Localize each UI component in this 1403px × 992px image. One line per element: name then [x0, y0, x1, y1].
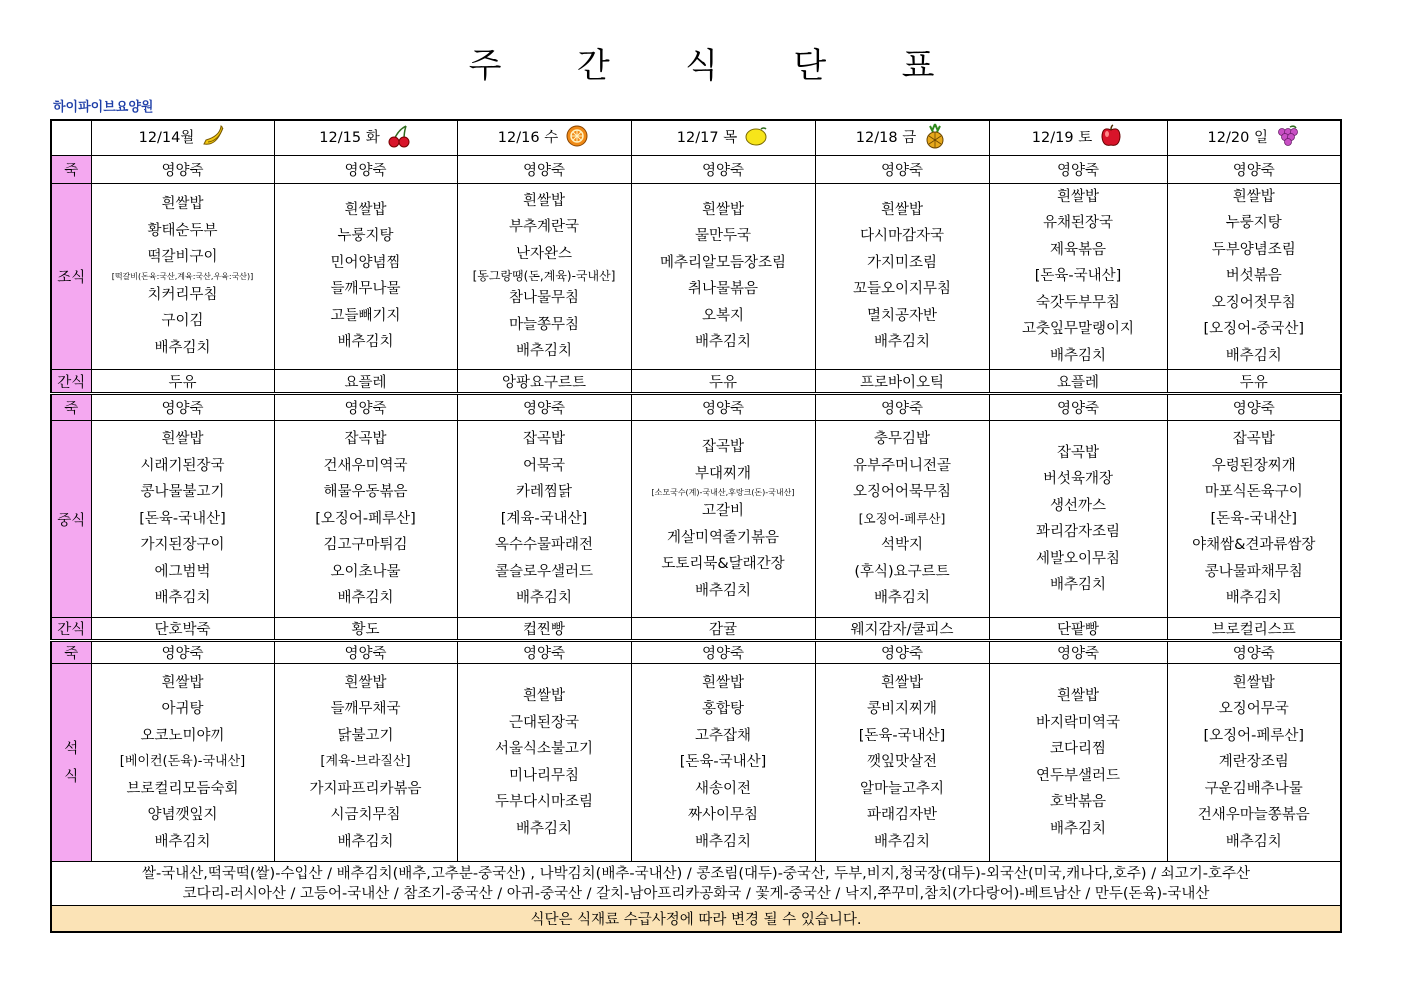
day-header	[631, 120, 815, 155]
menu-item: 콜슬로우샐러드	[494, 563, 594, 580]
menu-item: 물만두국	[694, 228, 752, 245]
menu-item: 배추김치	[1225, 590, 1282, 607]
day-header	[989, 120, 1167, 155]
menu-item: 부대찌개	[694, 465, 752, 482]
menu-item: 난자완스	[515, 245, 573, 262]
day-header	[457, 120, 631, 155]
menu-cell: 브로컬리스프	[1167, 618, 1341, 641]
menu-item: (후식)요구르트	[854, 563, 950, 580]
menu-item: 고갈비	[701, 503, 745, 519]
menu-item: 고춧잎무말랭이지	[1021, 321, 1135, 337]
menu-cell: 두유	[91, 370, 274, 394]
menu-item: 유부주머니전골	[852, 457, 952, 474]
breakfast-porridge-row	[51, 155, 1341, 183]
menu-cell: 감귤	[631, 618, 815, 641]
menu-cell: 영양죽	[815, 641, 989, 664]
menu-item: 석박지	[880, 537, 924, 554]
lunch-porridge-row	[51, 394, 1341, 421]
organization-name: 하이파이브요양원	[53, 100, 154, 115]
menu-item: 생선까스	[1049, 497, 1107, 514]
menu-cell	[1167, 183, 1341, 370]
menu-item: 도토리묵&달래간장	[661, 556, 785, 572]
menu-cell: 요플레	[989, 370, 1167, 394]
origin-note: [떡갈비(돈육:국산,계육:국산,우육:국산)]	[111, 271, 254, 281]
menu-item: 배추김치	[337, 590, 394, 607]
menu-item: 미나리무침	[508, 767, 580, 784]
menu-item: 배추김치	[873, 833, 931, 850]
menu-item: 충무김밥	[873, 431, 931, 448]
menu-item: 흰쌀밥	[701, 674, 745, 691]
menu-cell: 단호박죽	[91, 618, 274, 641]
menu-item: 흰쌀밥	[161, 196, 204, 213]
day-header	[1167, 120, 1341, 155]
menu-item: 흰쌀밥	[522, 192, 566, 209]
menu-item: 파래김자반	[866, 807, 938, 824]
menu-cell	[989, 664, 1167, 862]
menu-item: 카레찜닭	[515, 484, 573, 501]
menu-item: 배추김치	[1049, 577, 1107, 593]
menu-cell: 영양죽	[274, 641, 457, 664]
menu-cell: 영양죽	[91, 394, 274, 421]
menu-item: 알마늘고추지	[859, 780, 945, 797]
menu-item: 배추김치	[873, 590, 931, 607]
menu-cell: 영양죽	[91, 641, 274, 664]
day-header	[91, 120, 274, 155]
menu-cell	[989, 421, 1167, 618]
menu-item: [계육-국내산]	[500, 510, 588, 527]
menu-cell	[1167, 421, 1341, 618]
menu-item: 치커리무침	[147, 286, 218, 303]
menu-item: 배추김치	[873, 334, 931, 351]
menu-item: 짜사이무침	[687, 807, 759, 824]
menu-item: 흰쌀밥	[1056, 688, 1100, 704]
menu-item: 호박볶음	[1049, 794, 1107, 810]
menu-item: 배추김치	[515, 590, 573, 607]
menu-item: 콩나물불고기	[140, 484, 225, 501]
menu-item: 배추김치	[1049, 347, 1107, 364]
menu-item: 꼬들오이지무침	[852, 281, 952, 298]
lemon-icon	[743, 124, 769, 152]
menu-cell: 황도	[274, 618, 457, 641]
menu-item: 꽈리감자조림	[1035, 524, 1121, 540]
origin-info	[51, 862, 1341, 906]
menu-item: [돈육-국내산]	[679, 754, 767, 771]
menu-item: [오징어-페루산]	[1203, 727, 1305, 744]
menu-item: 닭불고기	[337, 727, 394, 744]
menu-cell: 영양죽	[457, 155, 631, 183]
menu-cell: 웨지감자/쿨피스	[815, 618, 989, 641]
menu-item: 가지미조림	[866, 254, 938, 271]
menu-cell: 영양죽	[989, 394, 1167, 421]
menu-cell: 영양죽	[1167, 641, 1341, 664]
menu-item: 근대된장국	[508, 714, 580, 731]
afternoon-snack-row	[51, 618, 1341, 641]
day-label: 12/20 일	[1207, 129, 1268, 146]
menu-cell: 영양죽	[815, 394, 989, 421]
menu-item: 멸치공자반	[866, 307, 938, 324]
menu-item: 새송이전	[694, 780, 752, 797]
menu-item: 바지락미역국	[1035, 714, 1121, 731]
menu-cell	[631, 664, 815, 862]
menu-item: 배추김치	[694, 833, 752, 850]
menu-item: 옥수수물파래전	[494, 537, 594, 554]
menu-item: 고들빼기지	[330, 307, 401, 324]
day-label: 12/14월	[138, 129, 195, 146]
menu-item: 에그범벅	[154, 563, 211, 580]
menu-item: 오징어무국	[1218, 701, 1289, 718]
menu-item: 들깨무채국	[330, 701, 401, 718]
row-label: 석 식	[51, 664, 91, 862]
menu-item: 브로컬리모듬숙회	[126, 780, 239, 797]
menu-item: 흰쌀밥	[161, 431, 204, 448]
menu-item: 배추김치	[694, 334, 752, 351]
dinner-porridge-row	[51, 641, 1341, 664]
menu-item: 해물우동볶음	[323, 484, 408, 501]
day-label: 12/17 목	[676, 129, 738, 146]
menu-item: 배추김치	[1225, 347, 1282, 364]
menu-item: 깻잎맛살전	[866, 754, 938, 771]
menu-cell: 두유	[631, 370, 815, 394]
menu-cell	[91, 664, 274, 862]
menu-item: [오징어-페루산]	[858, 510, 946, 526]
grape-icon	[1274, 124, 1300, 152]
menu-item: 시래기된장국	[140, 457, 225, 474]
menu-item: 아귀탕	[161, 701, 204, 718]
menu-item: 잡곡밥	[701, 439, 745, 455]
menu-item: 콩나물파채무침	[1204, 563, 1303, 580]
menu-item: 누룽지탕	[1225, 215, 1282, 231]
menu-item: 시금치무침	[330, 807, 401, 824]
menu-item: 누룽지탕	[337, 228, 394, 245]
menu-item: 게살미역줄기볶음	[666, 529, 780, 546]
menu-cell	[274, 183, 457, 370]
pineapple-icon	[922, 123, 948, 153]
cherry-icon	[386, 124, 412, 152]
menu-item: 마포식돈육구이	[1204, 484, 1303, 501]
lunch-row	[51, 421, 1341, 618]
row-label: 죽	[51, 394, 91, 421]
menu-item: 흰쌀밥	[701, 201, 745, 218]
row-label: 조식	[51, 183, 91, 370]
row-label: 간식	[51, 618, 91, 641]
menu-item: [돈육-국내산]	[858, 727, 946, 744]
menu-item: 흰쌀밥	[522, 688, 566, 704]
menu-item: 코다리찜	[1049, 741, 1107, 757]
menu-item: 계란장조림	[1218, 754, 1289, 771]
menu-item: 버섯육개장	[1042, 471, 1114, 487]
menu-item: 배추김치	[337, 334, 394, 351]
menu-cell: 영양죽	[274, 155, 457, 183]
menu-item: 구이김	[161, 313, 204, 330]
row-label: 중식	[51, 421, 91, 618]
menu-cell: 앙팡요구르트	[457, 370, 631, 394]
day-label: 12/18 금	[855, 129, 917, 146]
row-label: 죽	[51, 155, 91, 183]
row-label: 간식	[51, 370, 91, 394]
menu-item: 황태순두부	[147, 222, 218, 239]
menu-item: 잡곡밥	[344, 431, 387, 448]
menu-item: 흰쌀밥	[1056, 188, 1100, 205]
menu-item: [계육-브라질산]	[320, 754, 411, 770]
corner-cell	[51, 120, 91, 155]
menu-item: 다시마감자국	[859, 228, 945, 245]
menu-item: 참나물무침	[508, 290, 580, 307]
menu-cell: 영양죽	[1167, 394, 1341, 421]
menu-item: 부추계란국	[508, 219, 580, 236]
banana-icon	[200, 124, 226, 152]
menu-item: 배추김치	[154, 833, 211, 850]
menu-item: 배추김치	[1225, 833, 1282, 850]
menu-cell: 영양죽	[457, 394, 631, 421]
menu-cell	[274, 664, 457, 862]
menu-item: 배추김치	[515, 820, 573, 837]
orange-icon	[564, 124, 590, 152]
menu-cell	[815, 664, 989, 862]
menu-item: 오코노미야끼	[140, 727, 225, 744]
menu-item: 들깨무나물	[330, 281, 401, 298]
menu-item: 잡곡밥	[1232, 431, 1275, 448]
origin-note: [동그랑땡(돈,계육)-국내산]	[472, 269, 616, 284]
menu-cell	[457, 183, 631, 370]
page-title: 주 간 식 단 표	[468, 46, 967, 86]
menu-item: 오복지	[701, 307, 745, 324]
menu-item: 흰쌀밥	[1232, 188, 1275, 205]
menu-item: 배추김치	[154, 339, 211, 356]
menu-cell	[815, 421, 989, 618]
menu-cell: 영양죽	[631, 394, 815, 421]
menu-item: [돈육-국내산]	[1034, 268, 1122, 284]
menu-item: 오징어어묵무침	[852, 484, 952, 501]
menu-item: 어묵국	[522, 457, 566, 474]
day-header	[274, 120, 457, 155]
origin-note: [소모국수(계)-국내산,후랑크(돈)-국내산]	[651, 488, 795, 497]
menu-item: 숙갓두부무침	[1035, 294, 1121, 311]
change-notice: 식단은 식재료 수급사정에 따라 변경 될 수 있습니다.	[51, 906, 1341, 932]
menu-item: 건새우마늘쫑볶음	[1197, 807, 1310, 824]
day-header-row	[51, 120, 1341, 155]
day-label: 12/15 화	[319, 129, 380, 146]
menu-item: 배추김치	[337, 833, 394, 850]
menu-item: 흰쌀밥	[161, 674, 204, 691]
menu-item: 흰쌀밥	[344, 201, 387, 218]
menu-item: 우렁된장찌개	[1211, 457, 1296, 474]
menu-item: 건새우미역국	[323, 457, 408, 474]
origin-line: 쌀-국내산,떡국떡(쌀)-수입산 / 배추김치(배추,고추분-중국산) , 나박김치(배추-국내산) / 콩조림(대두)-중국산, 두부,비지,청국장(대두)-외국산(미국,캐나다,호주) / 쇠고기-호주산	[142, 865, 1250, 882]
menu-item: 잡곡밥	[1056, 444, 1100, 461]
menu-cell: 영양죽	[815, 155, 989, 183]
menu-item: 가지된장구이	[140, 537, 225, 554]
breakfast-row	[51, 183, 1341, 370]
menu-cell	[91, 421, 274, 618]
menu-cell	[457, 664, 631, 862]
menu-item: 콩비지찌개	[866, 701, 938, 718]
menu-cell	[631, 183, 815, 370]
menu-item: [돈육-국내산]	[139, 510, 226, 527]
menu-cell: 영양죽	[457, 641, 631, 664]
menu-item: [베이컨(돈육)-국내산]	[119, 754, 246, 770]
menu-cell	[457, 421, 631, 618]
menu-item: 흰쌀밥	[880, 201, 924, 218]
menu-item: 구운김배추나물	[1204, 780, 1303, 797]
menu-item: 고추잡채	[694, 727, 752, 744]
day-header	[815, 120, 989, 155]
menu-item: [돈육-국내산]	[1210, 510, 1298, 527]
menu-item: 떡갈비구이	[147, 249, 218, 266]
menu-item: 잡곡밥	[522, 431, 566, 448]
dinner-row	[51, 664, 1341, 862]
apple-icon	[1098, 124, 1124, 152]
menu-item: 두부다시마조림	[494, 794, 594, 810]
menu-cell: 프로바이오틱	[815, 370, 989, 394]
menu-item: 양념깻잎지	[147, 807, 218, 824]
menu-cell: 영양죽	[631, 641, 815, 664]
menu-item: [오징어-페루산]	[315, 510, 416, 527]
menu-item: 제육볶음	[1049, 241, 1107, 258]
menu-cell	[91, 183, 274, 370]
menu-cell	[989, 183, 1167, 370]
menu-item: 흰쌀밥	[1232, 674, 1275, 691]
menu-item: 유채된장국	[1042, 215, 1114, 231]
morning-snack-row	[51, 370, 1341, 394]
row-label: 죽	[51, 641, 91, 664]
menu-cell	[815, 183, 989, 370]
menu-item: 두부양념조림	[1211, 241, 1296, 258]
menu-item: 배추김치	[694, 582, 752, 599]
menu-cell: 영양죽	[1167, 155, 1341, 183]
menu-item: 오징어젓무침	[1211, 294, 1296, 311]
menu-cell: 영양죽	[989, 155, 1167, 183]
menu-item: 홍합탕	[701, 701, 745, 718]
day-label: 12/16 수	[497, 129, 559, 146]
menu-cell: 요플레	[274, 370, 457, 394]
menu-cell: 영양죽	[274, 394, 457, 421]
day-label: 12/19 토	[1031, 129, 1093, 146]
menu-cell: 두유	[1167, 370, 1341, 394]
menu-cell: 영양죽	[631, 155, 815, 183]
menu-cell: 컵찐빵	[457, 618, 631, 641]
note-row	[51, 906, 1341, 932]
menu-item: 오이초나물	[330, 563, 401, 580]
menu-cell: 영양죽	[989, 641, 1167, 664]
origin-line: 코다리-러시아산 / 고등어-국내산 / 참조기-중국산 / 아귀-중국산 / 갈치-남아프리카공화국 / 꽃게-중국산 / 낙지,쭈꾸미,참치(가다랑어)-베트남산 / 만두(돈육)-국내산	[182, 885, 1210, 902]
menu-item: 세발오이무침	[1035, 550, 1121, 567]
menu-cell	[631, 421, 815, 618]
menu-item: 배추김치	[515, 343, 573, 360]
weekly-menu-table	[50, 119, 1342, 933]
menu-item: [오징어-중국산]	[1203, 321, 1305, 337]
menu-item: 흰쌀밥	[880, 674, 924, 691]
menu-item: 가지파프리카볶음	[309, 780, 422, 797]
menu-item: 버섯볶음	[1225, 268, 1282, 284]
menu-cell	[274, 421, 457, 618]
menu-item: 야채쌈&견과류쌈장	[1192, 537, 1316, 554]
menu-item: 연두부샐러드	[1035, 767, 1121, 784]
menu-item: 민어양념찜	[330, 254, 401, 271]
menu-cell	[1167, 664, 1341, 862]
menu-item: 김고구마튀김	[323, 537, 408, 554]
menu-item: 배추김치	[154, 590, 211, 607]
menu-item: 마늘쫑무침	[508, 316, 580, 333]
menu-item: 배추김치	[1049, 820, 1107, 837]
menu-cell: 단팥빵	[989, 618, 1167, 641]
menu-cell: 영양죽	[91, 155, 274, 183]
menu-item: 흰쌀밥	[344, 674, 387, 691]
menu-item: 메추리알모듬장조림	[659, 254, 787, 271]
menu-item: 서울식소불고기	[494, 741, 594, 757]
origin-info-row	[51, 862, 1341, 906]
menu-item: 취나물볶음	[687, 281, 759, 298]
